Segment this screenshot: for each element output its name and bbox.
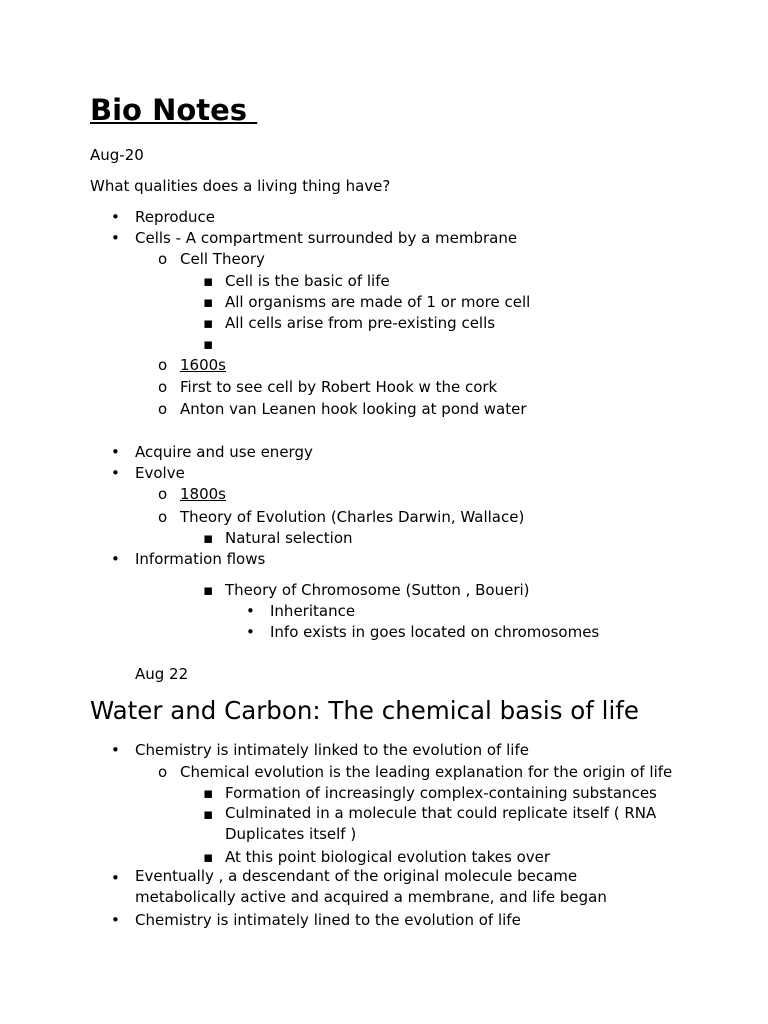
bullet-square: ▪ [203,581,214,599]
list-item-cells: Cells - A compartment surrounded by a membrane [135,229,518,247]
bullet-circle: o [158,250,168,268]
list-item-chem-evolution: Chemical evolution is the leading explanation for the origin of life [180,763,673,781]
bullet-disc: • [111,741,120,759]
document-title: Bio Notes [90,93,258,127]
bullet-circle: o [158,763,168,781]
bullet-disc: • [111,208,120,226]
bullet-circle: o [158,400,168,418]
bullet-disc: • [246,602,255,620]
list-item-inheritance: Inheritance [270,602,356,620]
list-item-chem-lined: Chemistry is intimately lined to the evolution of life [135,911,521,929]
bullet-disc: • [111,911,120,929]
list-item-1600s: 1600s [180,356,226,374]
bullet-square: ▪ [203,784,214,802]
bullet-disc: • [111,464,120,482]
list-item-cell-theory-1: Cell is the basic of life [225,272,390,290]
section-heading: Water and Carbon: The chemical basis of life [90,696,639,725]
bullet-disc: • [111,229,120,247]
list-item-biological: At this point biological evolution takes over [225,848,551,866]
question-text: What qualities does a living thing have? [90,177,391,195]
list-item-eventually: Eventually , a descendant of the original molecule became metabolically active and acquired a membrane, and life began [135,867,607,906]
bullet-circle: o [158,508,168,526]
list-item-cell-theory-3: All cells arise from pre-existing cells [225,314,496,332]
bullet-disc: • [111,443,120,461]
list-item-leanen: Anton van Leanen hook looking at pond water [180,400,527,418]
bullet-square: ▪ [203,314,214,332]
list-item-energy: Acquire and use energy [135,443,313,461]
date-aug-20: Aug-20 [90,146,144,164]
date-aug-22: Aug 22 [135,665,189,683]
bullet-circle: o [158,378,168,396]
list-item-info-flows: Information flows [135,550,266,568]
bullet-square: ▪ [203,272,214,290]
bullet-disc: • [111,869,120,887]
bullet-disc: • [246,623,255,641]
bullet-disc: • [111,550,120,568]
list-item-formation: Formation of increasingly complex-containing substances [225,784,657,802]
list-item-culminated: Culminated in a molecule that could replicate itself ( RNA Duplicates itself ) [225,804,657,843]
list-item-evolve: Evolve [135,464,185,482]
bullet-square: ▪ [203,848,214,866]
list-item-evolution: Theory of Evolution (Charles Darwin, Wallace) [180,508,525,526]
list-item-natural-selection: Natural selection [225,529,353,547]
bullet-square: ▪ [203,293,214,311]
list-item-info-exists: Info exists in goes located on chromosomes [270,623,600,641]
bullet-circle: o [158,356,168,374]
bullet-square-empty-item: ▪ [203,335,214,353]
list-item-cell-theory: Cell Theory [180,250,265,268]
list-item-hook: First to see cell by Robert Hook w the cork [180,378,498,396]
bullet-square: ▪ [203,805,214,823]
bullet-square: ▪ [203,529,214,547]
list-item-chem-linked: Chemistry is intimately linked to the evolution of life [135,741,529,759]
list-item-reproduce: Reproduce [135,208,216,226]
list-item-chromosome: Theory of Chromosome (Sutton , Boueri) [225,581,530,599]
list-item-1800s: 1800s [180,485,226,503]
list-item-cell-theory-2: All organisms are made of 1 or more cell [225,293,531,311]
bullet-circle: o [158,485,168,503]
